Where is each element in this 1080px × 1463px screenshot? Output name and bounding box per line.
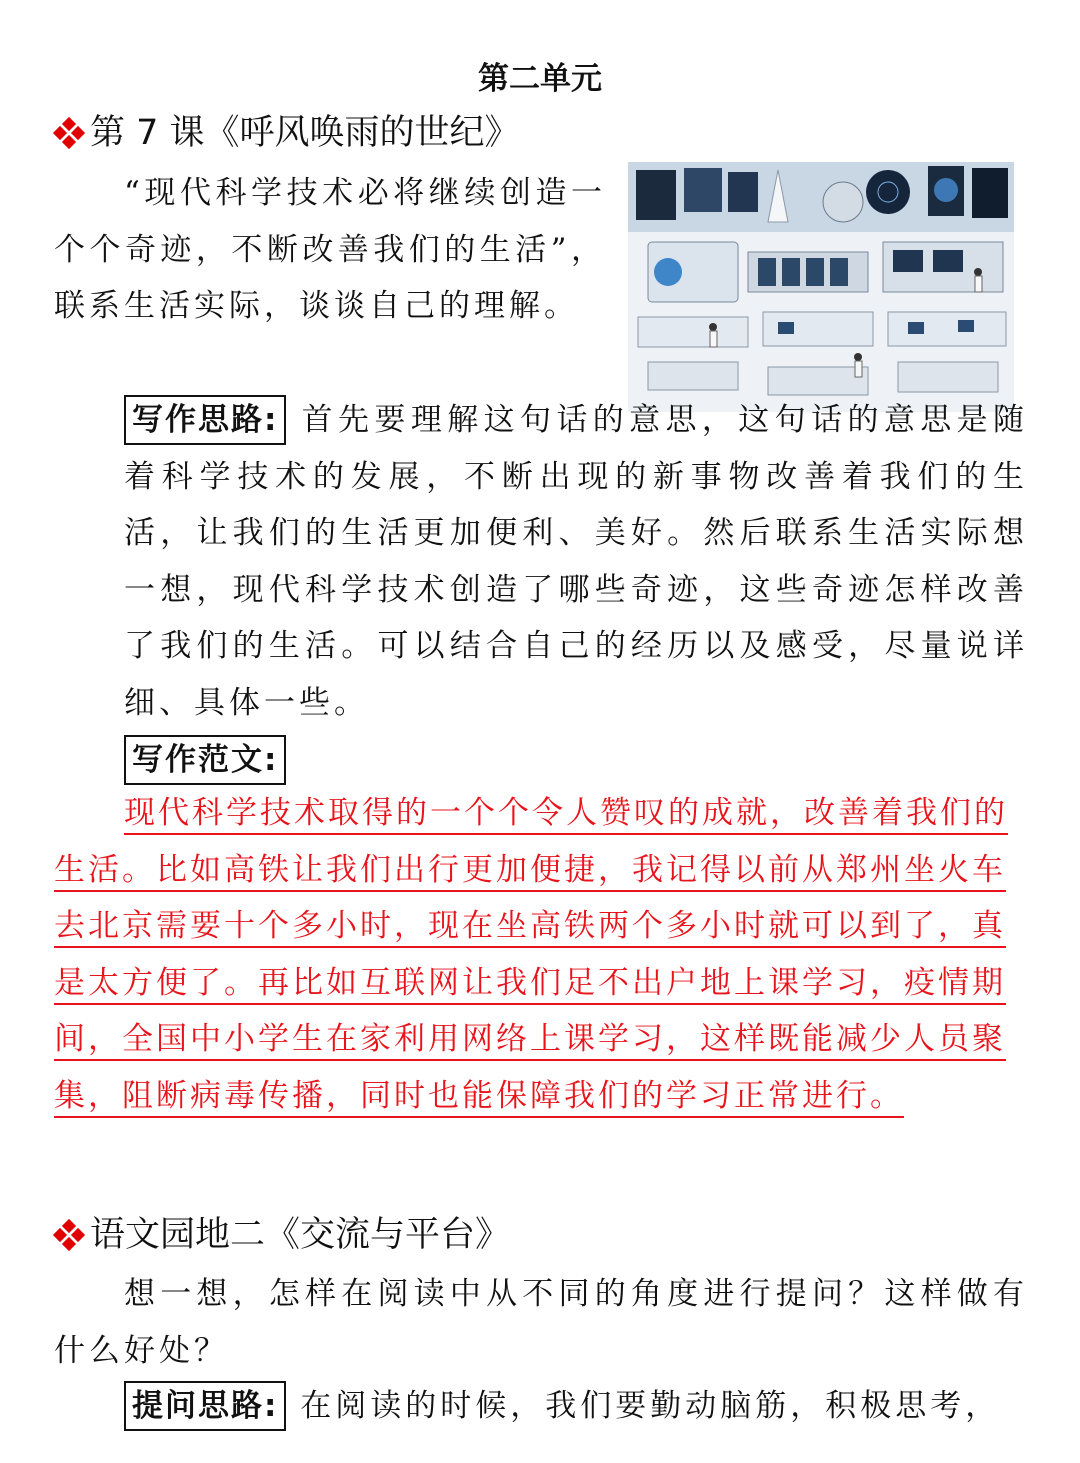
- red-diamond-icon: [54, 118, 84, 148]
- lesson-heading: [54, 108, 520, 158]
- writing-sample-text: [54, 785, 1028, 1124]
- lesson-heading-text: 第 7 课《呼风唤雨的世纪》: [90, 113, 520, 153]
- red-diamond-icon: [54, 1220, 84, 1250]
- lesson-prompt: “现代科学技术必将继续创造一个个奇迹，不断改善我们的生活”，联系生活实际，谈谈自己的理解。: [54, 175, 606, 324]
- question-idea-text: 在阅读的时候，我们要勤动脑筋，积极思考，: [300, 1388, 1001, 1424]
- writing-sample-label: 写作范文:: [124, 735, 286, 785]
- writing-sample-body: 现代科学技术取得的一个个令人赞叹的成就，改善着我们的生活。比如高铁让我们出行更加便捷，我记得以前从郑州坐火车去北京需要十个多小时，现在坐高铁两个多小时就可以到了，真是太方便了。再比如互联网让我们足不出户地上课学习，疫情期间，全国中小学生在家利用网络上课学习，这样既能减少人员聚集，阻断病毒传播，同时也能保障我们的学习正常进行。: [54, 795, 1008, 1114]
- writing-sample-heading: [54, 732, 1028, 789]
- writing-idea-label: 写作思路:: [124, 395, 286, 445]
- garden-heading-text: 语文园地二《交流与平台》: [90, 1215, 511, 1255]
- writing-idea-block: [54, 392, 1028, 731]
- garden-heading: [54, 1210, 510, 1260]
- question-idea-label: 提问思路:: [124, 1381, 286, 1431]
- garden-prompt: 想一想，怎样在阅读中从不同的角度进行提问？这样做有什么好处？: [54, 1276, 1028, 1369]
- writing-idea-text: 首先要理解这句话的意思，这句话的意思是随着科学技术的发展，不断出现的新事物改善着我们的生活，让我们的生活更加便利、美好。然后联系生活实际想一想，现代科学技术创造了哪些奇迹，这些奇迹怎样改善了我们的生活。可以结合自己的经历以及感受，尽量说详细、具体一些。: [124, 402, 1029, 721]
- question-idea-block: [54, 1378, 1028, 1435]
- science-lab-illustration: [628, 162, 1014, 412]
- page-title: 第二单元: [478, 61, 602, 97]
- lab-scene-image: [628, 162, 1014, 412]
